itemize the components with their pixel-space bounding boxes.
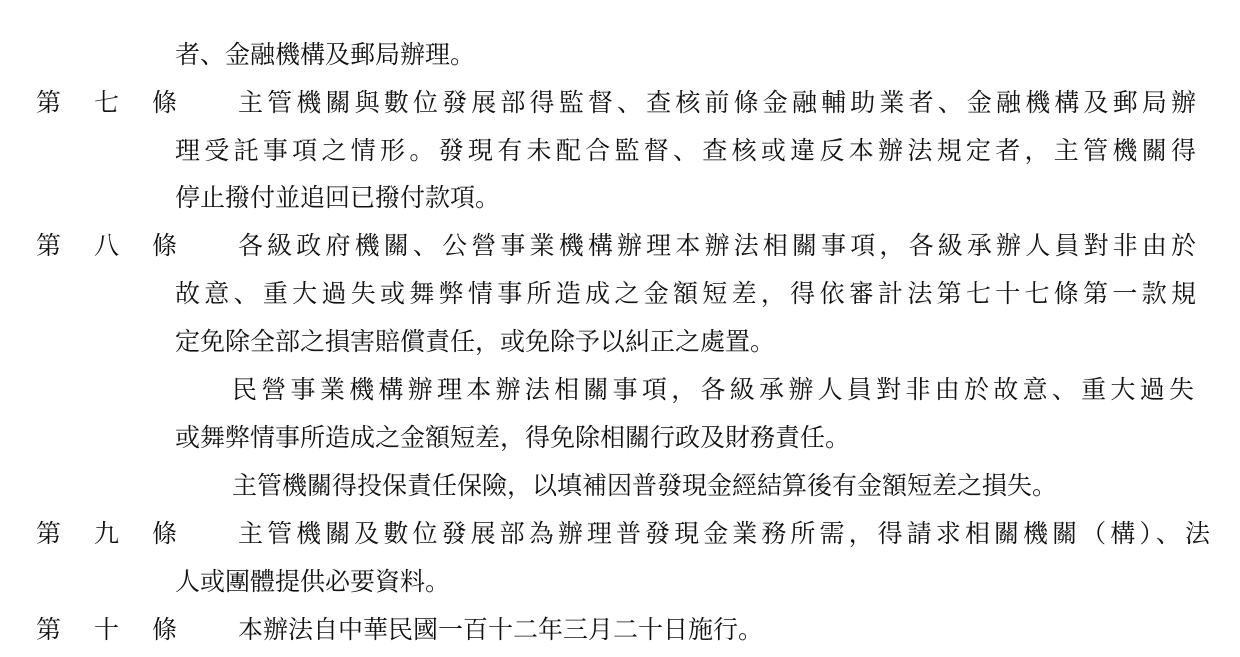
article-8-p1-line-2: 故意、重大過失或舞弊情事所造成之金額短差，得依審計法第七十七條第一款規 <box>175 279 1196 308</box>
article-label-number: 七 <box>94 88 120 117</box>
article-9-line-1: 主管機關及數位發展部為辦理普發現金業務所需，得請求相關機關（構）、法 <box>238 519 1210 548</box>
article-8-p2-line-2: 或舞弊情事所造成之金額短差，得免除相關行政及財務責任。 <box>175 423 851 452</box>
article-label-suffix: 條 <box>152 615 178 644</box>
article-9-line-2: 人或團體提供必要資料。 <box>175 567 451 596</box>
article-label-number: 十 <box>94 615 120 644</box>
article-label-prefix: 第 <box>36 519 62 548</box>
article-label-suffix: 條 <box>152 519 178 548</box>
article-8-p1-line-1: 各級政府機關、公營事業機構辦理本辦法相關事項，各級承辦人員對非由於 <box>238 231 1196 260</box>
article-10-line-1: 本辦法自中華民國一百十二年三月二十日施行。 <box>238 615 764 644</box>
article-8-p1-line-3: 定免除全部之損害賠償責任，或免除予以糾正之處置。 <box>175 327 776 356</box>
article-8-p2-line-1: 民營事業機構辦理本辦法相關事項，各級承辦人員對非由於故意、重大過失 <box>232 375 1194 404</box>
article-8-p3-line-1: 主管機關得投保責任保險，以填補因普發現金經結算後有金額短差之損失。 <box>232 471 1058 500</box>
continuation-line: 者、金融機構及郵局辦理。 <box>175 40 476 69</box>
article-label-suffix: 條 <box>152 88 178 117</box>
article-label-number: 九 <box>94 519 120 548</box>
article-label-prefix: 第 <box>36 88 62 117</box>
article-label-suffix: 條 <box>152 231 178 260</box>
article-label-prefix: 第 <box>36 615 62 644</box>
article-label-prefix: 第 <box>36 231 62 260</box>
article-label-number: 八 <box>94 231 120 260</box>
article-7-line-3: 停止撥付並追回已撥付款項。 <box>175 183 501 212</box>
article-7-line-1: 主管機關與數位發展部得監督、查核前條金融輔助業者、金融機構及郵局辦 <box>238 88 1196 117</box>
article-7-line-2: 理受託事項之情形。發現有未配合監督、查核或違反本辦法規定者，主管機關得 <box>175 136 1196 165</box>
